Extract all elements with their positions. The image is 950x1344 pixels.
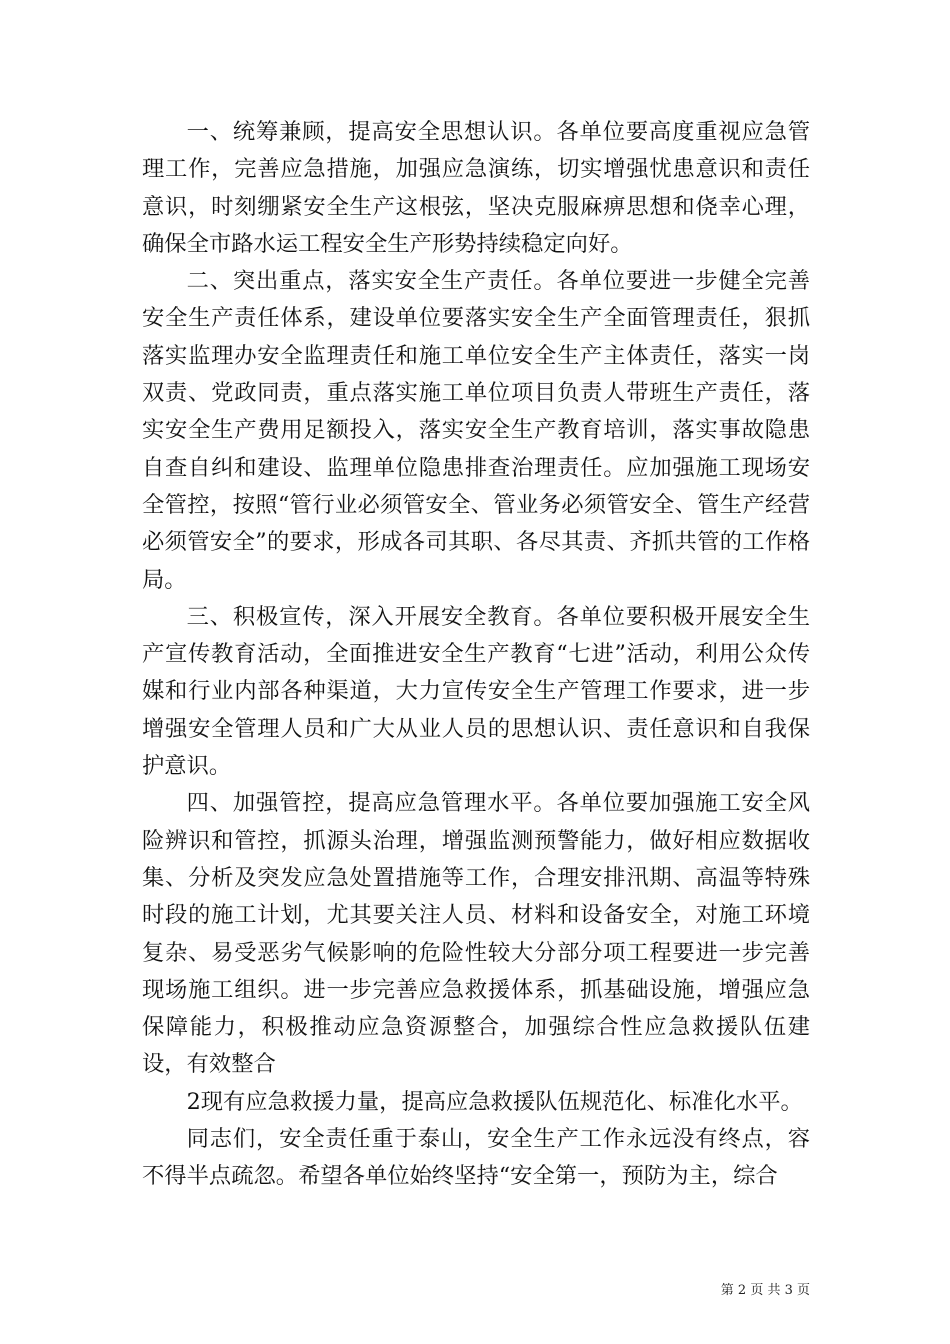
paragraph-4: 四、加强管控，提高应急管理水平。各单位要加强施工安全风险辨识和管控，抓源头治理，增强监测预警能力，做好相应数据收集、分析及突发应急处置措施等工作，合理安排汛期、高温等特殊时段的施工计划，尤其要关注人员、材料和设备安全，对施工环境复杂、易受恶劣气候影响的危险性较大分部分项工程要进一步完善现场施工组织。进一步完善应急救援体系，抓基础设施，增强应急保障能力，积极推动应急资源整合，加强综合性应急救援队伍建设，有效整合 xyxy=(142,790,810,1078)
page-number-footer: 第 2 页 共 3 页 xyxy=(720,1283,810,1298)
paragraph-5: 2现有应急救援力量，提高应急救援队伍规范化、标准化水平。 xyxy=(186,1088,803,1115)
paragraph-2: 二、突出重点，落实安全生产责任。各单位要进一步健全完善安全生产责任体系，建设单位要落实安全生产全面管理责任，狠抓落实监理办安全监理责任和施工单位安全生产主体责任，落实一岗双责、党政同责，重点落实施工单位项目负责人带班生产责任，落实安全生产费用足额投入，落实安全生产教育培训，落实事故隐患自查自纠和建设、监理单位隐患排查治理责任。应加强施工现场安全管控，按照“管行业必须管安全、管业务必须管安全、管生产经营必须管安全”的要求，形成各司其职、各尽其责、齐抓共管的工作格局。 xyxy=(142,268,810,593)
paragraph-1: 一、统筹兼顾，提高安全思想认识。各单位要高度重视应急管理工作，完善应急措施，加强应急演练，切实增强忧患意识和责任意识，时刻绷紧安全生产这根弦，坚决克服麻痹思想和侥幸心理，确保全市路水运工程安全生产形势持续稳定向好。 xyxy=(142,119,810,257)
document-body xyxy=(142,114,810,1196)
paragraph-3: 三、积极宣传，深入开展安全教育。各单位要积极开展安全生产宣传教育活动，全面推进安全生产教育“七进”活动，利用公众传媒和行业内部各种渠道，大力宣传安全生产管理工作要求，进一步增强安全管理人员和广大从业人员的思想认识、责任意识和自我保护意识。 xyxy=(142,603,810,780)
paragraph-6: 同志们，安全责任重于泰山，安全生产工作永远没有终点，容不得半点疏忽。希望各单位始终坚持“安全第一，预防为主，综合 xyxy=(142,1126,810,1190)
